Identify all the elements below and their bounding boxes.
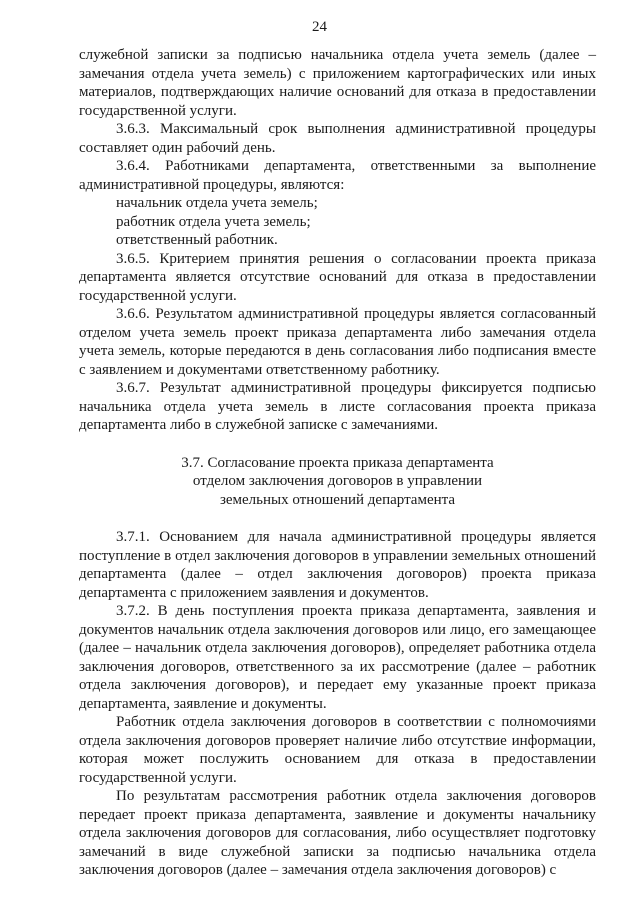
paragraph-3-6-3: 3.6.3. Максимальный срок выполнения административной процедуры составляет один рабочий день. bbox=[79, 121, 596, 156]
paragraph-3-6-7: 3.6.7. Результат административной процедуры фиксируется подписью начальника отдела учета земель в листе согласования проекта приказа департамента либо в служебной записке с замечаниями. bbox=[79, 380, 596, 433]
paragraph-review-results: По результатам рассмотрения работник отдела заключения договоров передает проект приказа департамента, заявление и документы начальнику отдела заключения договоров для согласования, либо осуществляет подготовку замечаний в виде служебной записки за подписью начальника отдела заключения договоров (далее – замечания отдела заключения договоров) с bbox=[79, 788, 596, 878]
list-item-responsible-worker: ответственный работник. bbox=[116, 232, 278, 248]
list-item-head-of-department: начальник отдела учета земель; bbox=[116, 195, 318, 211]
paragraph-3-7-2: 3.7.2. В день поступления проекта приказа департамента, заявления и документов начальник отдела заключения договоров или лицо, его замещающее (далее – начальник отдела заключения договоров), определяет работника отдела заключения договоров, ответственного за их рассмотрение (далее – работник отдела заключения договоров), и передает ему указанные проект приказа департамента, заявление и документы. bbox=[79, 603, 596, 712]
section-heading-line-1: 3.7. Согласование проекта приказа департамента bbox=[181, 454, 494, 471]
paragraph-continuation: служебной записки за подписью начальника отдела учета земель (далее – замечания отдела учета земель) с приложением картографических или иных материалов, подтверждающих наличие оснований для отказа в предоставлении государственной услуги. bbox=[79, 47, 596, 119]
section-heading-3-7 bbox=[79, 435, 596, 529]
text-block-top bbox=[79, 46, 596, 880]
section-heading-line-3: земельных отношений департамента bbox=[219, 491, 456, 508]
paragraph-3-6-5: 3.6.5. Критерием принятия решения о согласовании проекта приказа департамента является отсутствие оснований для отказа в предоставлении государственной услуги. bbox=[79, 250, 596, 304]
paragraph-3-7-1: 3.7.1. Основанием для начала административной процедуры является поступление в отдел заключения договоров в управлении земельных отношений департамента (далее – отдел заключения договоров) проекта приказа департамента с приложением заявления и документов. bbox=[79, 529, 596, 601]
list-item-department-worker: работник отдела учета земель; bbox=[116, 213, 311, 230]
paragraph-3-6-4: 3.6.4. Работниками департамента, ответственными за выполнение административной процедуры, являются: bbox=[79, 158, 596, 193]
page-number: 24 bbox=[312, 19, 327, 35]
section-heading-line-2: отделом заключения договоров в управлении bbox=[192, 473, 483, 489]
paragraph-worker-check: Работник отдела заключения договоров в соответствии с полномочиями отдела заключения договоров проверяет наличие либо отсутствие информации, которая может послужить основанием для отказа в предоставлении государственной услуги. bbox=[79, 714, 596, 786]
paragraph-3-6-6: 3.6.6. Результатом административной процедуры является согласованный отделом учета земель проект приказа департамента либо замечания отдела учета земель, которые передаются в день согласования либо подписания вместе с заявлением и документами ответственному работнику. bbox=[79, 306, 596, 378]
